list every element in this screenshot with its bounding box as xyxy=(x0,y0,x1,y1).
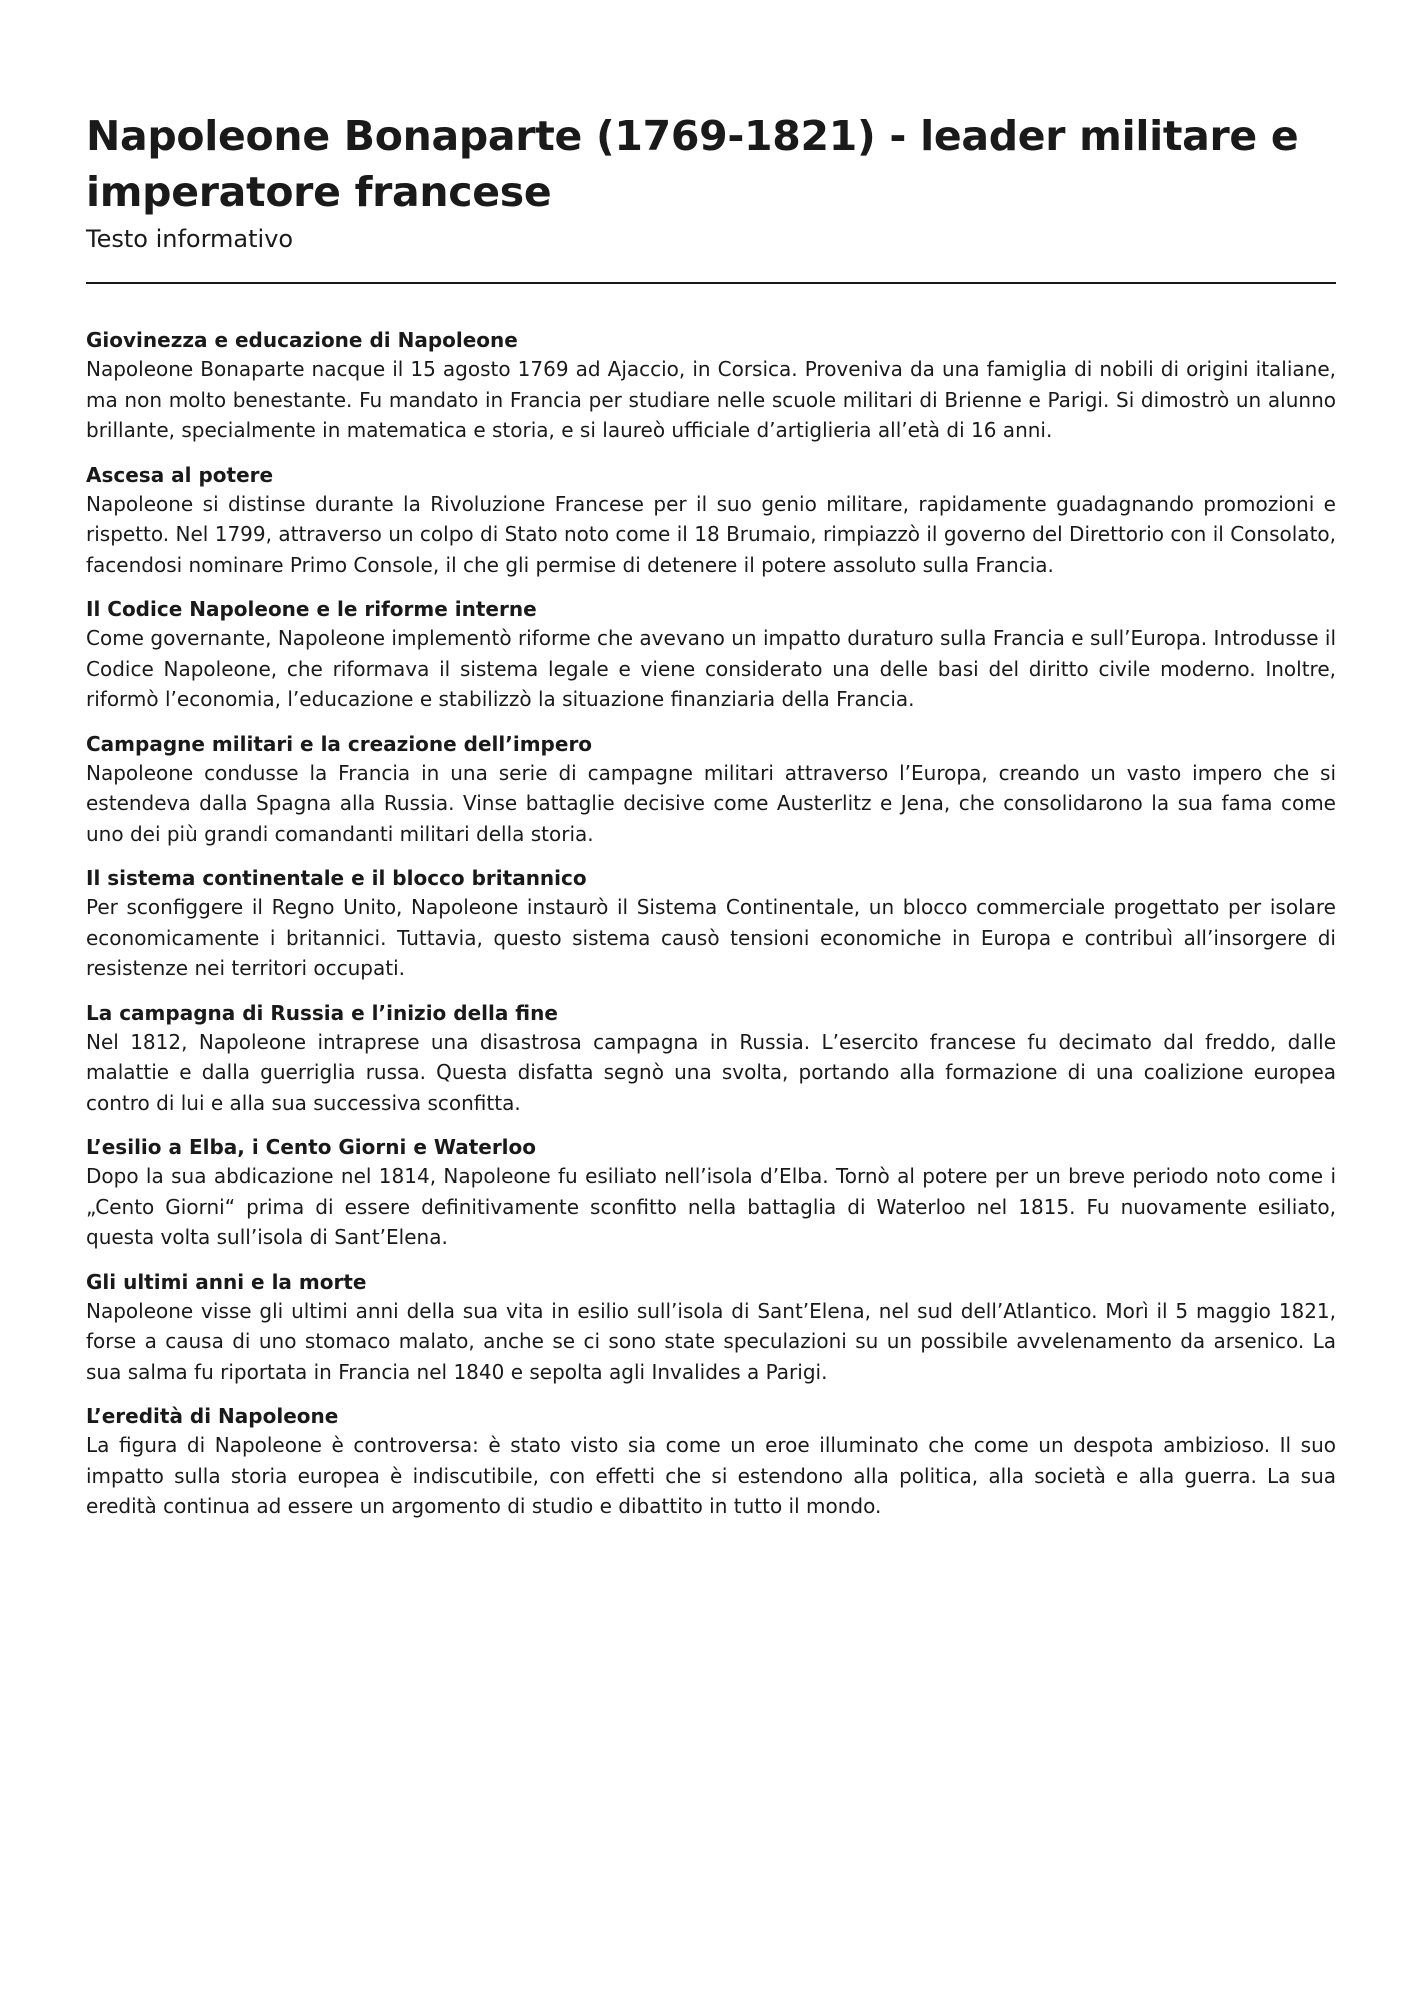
section-sistema-continentale xyxy=(86,864,1336,984)
title-divider xyxy=(86,282,1336,284)
section-heading: Giovinezza e educazione di Napoleone xyxy=(86,328,518,352)
section-heading: La campagna di Russia e l’inizio della fine xyxy=(86,1000,558,1025)
section-body: Napoleone Bonaparte nacque il 15 agosto 1769 ad Ajaccio, in Corsica. Proveniva da una famiglia di nobili di origini italiane, ma non molto benestante. Fu mandato in Francia per studiare nelle scuole militari di Brienne e Parigi. Si dimostrò un alunno brillante, specialmente in matematica e storia, e si laureò ufficiale d’artiglieria all’età di 16 anni. xyxy=(86,357,1336,442)
section-body: Napoleone visse gli ultimi anni della sua vita in esilio sull’isola di Sant’Elena, nel sud dell’Atlantico. Morì il 5 maggio 1821, forse a causa di uno stomaco malato, anche se ci sono state speculazioni su un possibile avvelenamento da arsenico. La sua salma fu riportata in Francia nel 1840 e sepolta agli Invalides a Parigi. xyxy=(86,1298,1336,1384)
section-body: Napoleone condusse la Francia in una serie di campagne militari attraverso l’Europa, creando un vasto impero che si estendeva dalla Spagna alla Russia. Vinse battaglie decisive come Austerlitz e Jena, che consolidarono la sua fama come uno dei più grandi comandanti militari della storia. xyxy=(86,760,1336,846)
sections-container xyxy=(86,326,1336,1522)
section-heading: Gli ultimi anni e la morte xyxy=(86,1269,367,1294)
section-heading: Campagne militari e la creazione dell’impero xyxy=(86,731,593,756)
section-campagne xyxy=(86,730,1336,850)
section-body: Dopo la sua abdicazione nel 1814, Napoleone fu esiliato nell’isola d’Elba. Tornò al potere per un breve periodo noto come i „Cento Giorni“ prima di essere definitivamente sconfitto nella battaglia di Waterloo nel 1815. Fu nuovamente esiliato, questa volta sull’isola di Sant’Elena. xyxy=(86,1164,1336,1249)
section-heading: L’eredità di Napoleone xyxy=(86,1404,339,1428)
document-page xyxy=(86,108,1336,1537)
section-body: La figura di Napoleone è controversa: è stato visto sia come un eroe illuminato che come un despota ambizioso. Il suo impatto sulla storia europea è indiscutibile, con effetti che si estendono alla politica, alla società e alla guerra. La sua eredità continua ad essere un argomento di studio e dibattito in tutto il mondo. xyxy=(86,1433,1336,1518)
section-ascesa xyxy=(86,461,1336,581)
section-heading: L’esilio a Elba, i Cento Giorni e Waterloo xyxy=(86,1135,537,1159)
section-body: Napoleone si distinse durante la Rivoluzione Francese per il suo genio militare, rapidamente guadagnando promozioni e rispetto. Nel 1799, attraverso un colpo di Stato noto come il 18 Brumaio, rimpiazzò il governo del Direttorio con il Consolato, facendosi nominare Primo Console, il che gli permise di detenere il potere assoluto sulla Francia. xyxy=(86,491,1336,577)
section-russia xyxy=(86,999,1336,1119)
section-esilio xyxy=(86,1133,1336,1253)
section-eredita xyxy=(86,1402,1336,1522)
section-codice xyxy=(86,595,1336,715)
section-body: Per sconfiggere il Regno Unito, Napoleone instaurò il Sistema Continentale, un blocco commerciale progettato per isolare economicamente i britannici. Tuttavia, questo sistema causò tensioni economiche in Europa e contribuì all’insorgere di resistenze nei territori occupati. xyxy=(86,895,1336,980)
document-subtitle: Testo informativo xyxy=(86,225,294,253)
section-body: Come governante, Napoleone implementò riforme che avevano un impatto duraturo sulla Francia e sull’Europa. Introdusse il Codice Napoleone, che riformava il sistema legale e viene considerato una delle basi del diritto civile moderno. Inoltre, riformò l’economia, l’educazione e stabilizzò la situazione finanziaria della Francia. xyxy=(86,626,1336,711)
section-giovinezza xyxy=(86,326,1336,446)
section-ultimi-anni xyxy=(86,1268,1336,1388)
section-heading: Il sistema continentale e il blocco britannico xyxy=(86,866,587,890)
section-heading: Il Codice Napoleone e le riforme interne xyxy=(86,597,537,621)
section-body: Nel 1812, Napoleone intraprese una disastrosa campagna in Russia. L’esercito francese fu decimato dal freddo, dalle malattie e dalla guerriglia russa. Questa disfatta segnò una svolta, portando alla formazione di una coalizione europea contro di lui e alla sua successiva sconfitta. xyxy=(86,1029,1336,1115)
section-heading: Ascesa al potere xyxy=(86,462,274,487)
document-title: Napoleone Bonaparte (1769-1821) - leader militare e imperatore francese xyxy=(86,112,1299,216)
